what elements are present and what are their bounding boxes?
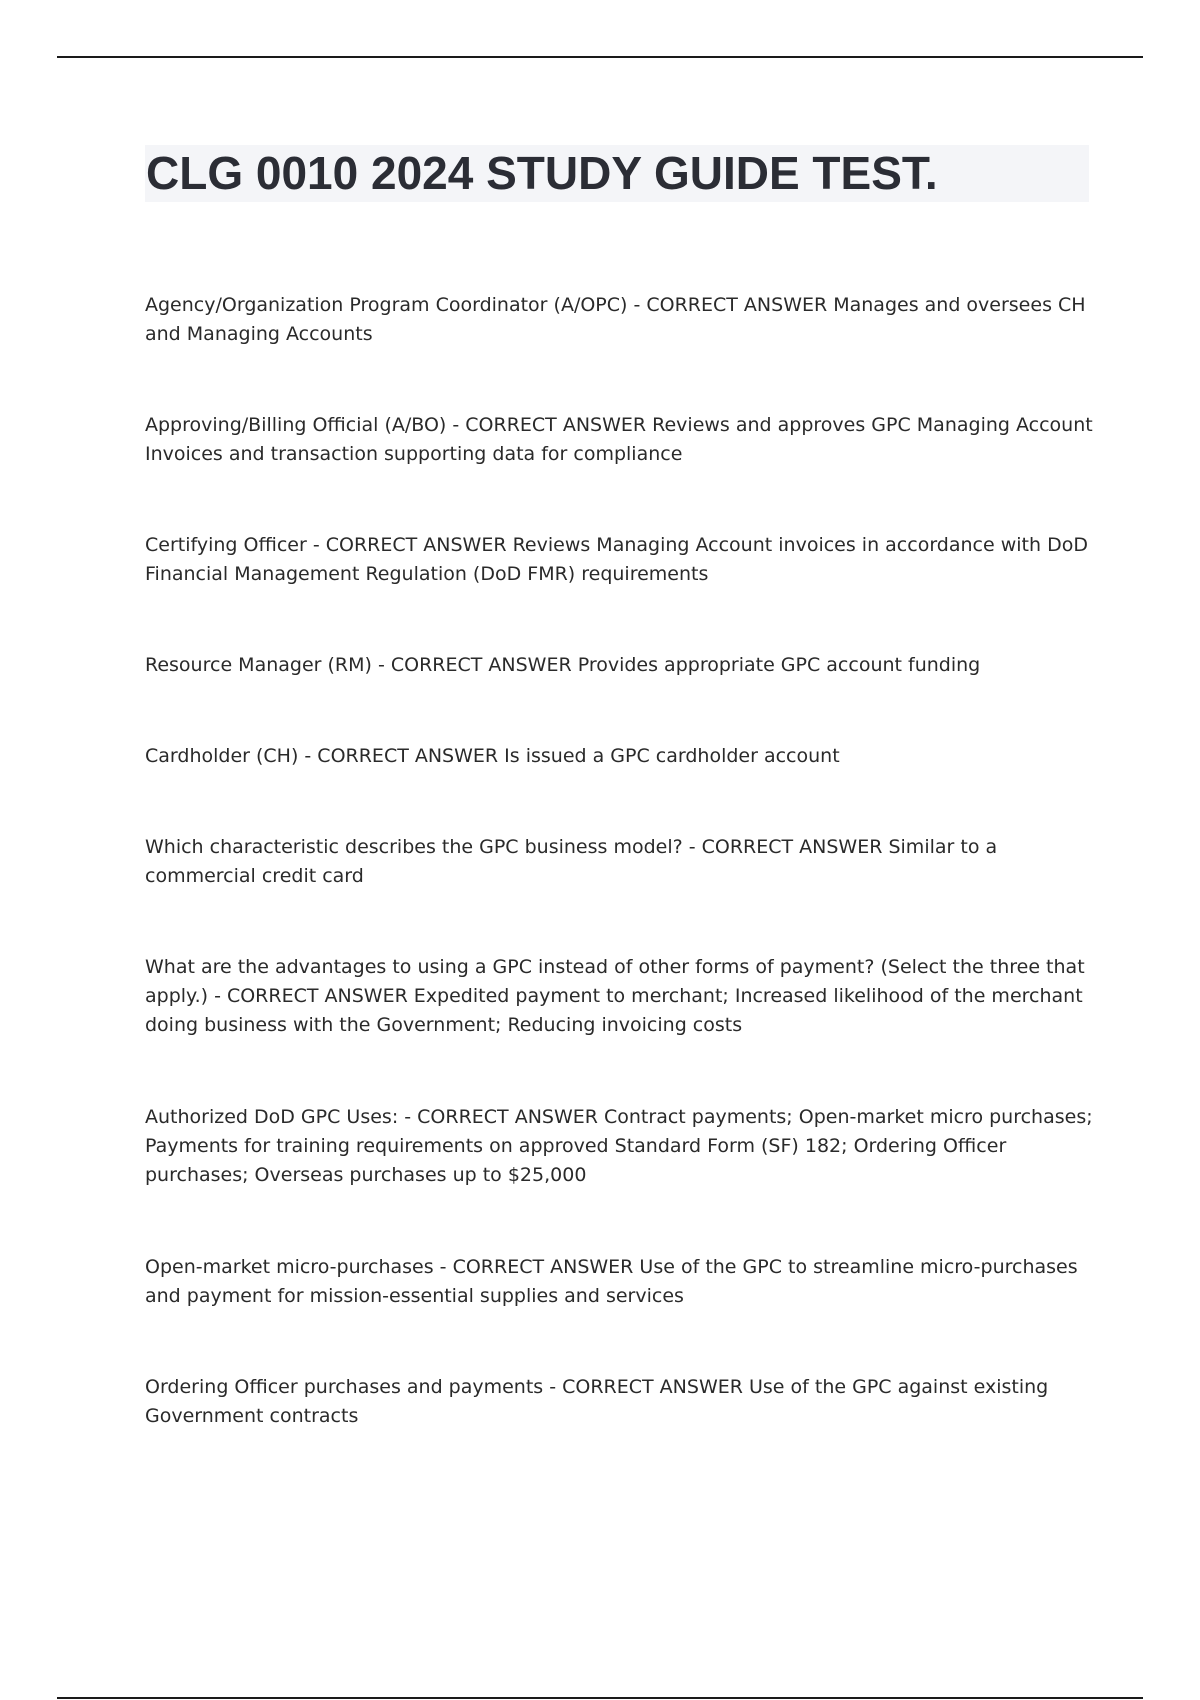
qa-entry-5: Cardholder (CH) - CORRECT ANSWER Is issued a GPC cardholder account <box>145 745 840 767</box>
qa-entry-7: What are the advantages to using a GPC instead of other forms of payment? (Select the three that apply.) - CORRECT ANSWER Expedited payment to merchant; Increased likelihood of the merchant doing business with the Government; Reducing invoicing costs <box>145 956 1085 1036</box>
qa-entry-2: Approving/Billing Official (A/BO) - CORRECT ANSWER Reviews and approves GPC Managing Account Invoices and transaction supporting data for compliance <box>145 414 1093 465</box>
qa-entry-6: Which characteristic describes the GPC business model? - CORRECT ANSWER Similar to a commercial credit card <box>145 836 998 887</box>
qa-entry-3: Certifying Officer - CORRECT ANSWER Reviews Managing Account invoices in accordance with DoD Financial Management Regulation (DoD FMR) requirements <box>145 534 1088 585</box>
qa-entry-8: Authorized DoD GPC Uses: - CORRECT ANSWER Contract payments; Open-market micro purchases; Payments for training requirements on approved Standard Form (SF) 182; Ordering Officer purchases; Overseas purchases up to $25,000 <box>145 1106 1093 1186</box>
bottom-divider <box>57 1697 1143 1699</box>
qa-entry-1: Agency/Organization Program Coordinator (A/OPC) - CORRECT ANSWER Manages and oversees CH and Managing Accounts <box>145 294 1086 345</box>
qa-entry-9: Open-market micro-purchases - CORRECT ANSWER Use of the GPC to streamline micro-purchases and payment for mission-essential supplies and services <box>145 1256 1078 1307</box>
qa-entry-10: Ordering Officer purchases and payments - CORRECT ANSWER Use of the GPC against existing Government contracts <box>145 1376 1049 1427</box>
top-divider <box>57 56 1143 58</box>
document-title: CLG 0010 2024 STUDY GUIDE TEST. <box>146 147 938 199</box>
qa-entry-4: Resource Manager (RM) - CORRECT ANSWER Provides appropriate GPC account funding <box>145 654 981 676</box>
